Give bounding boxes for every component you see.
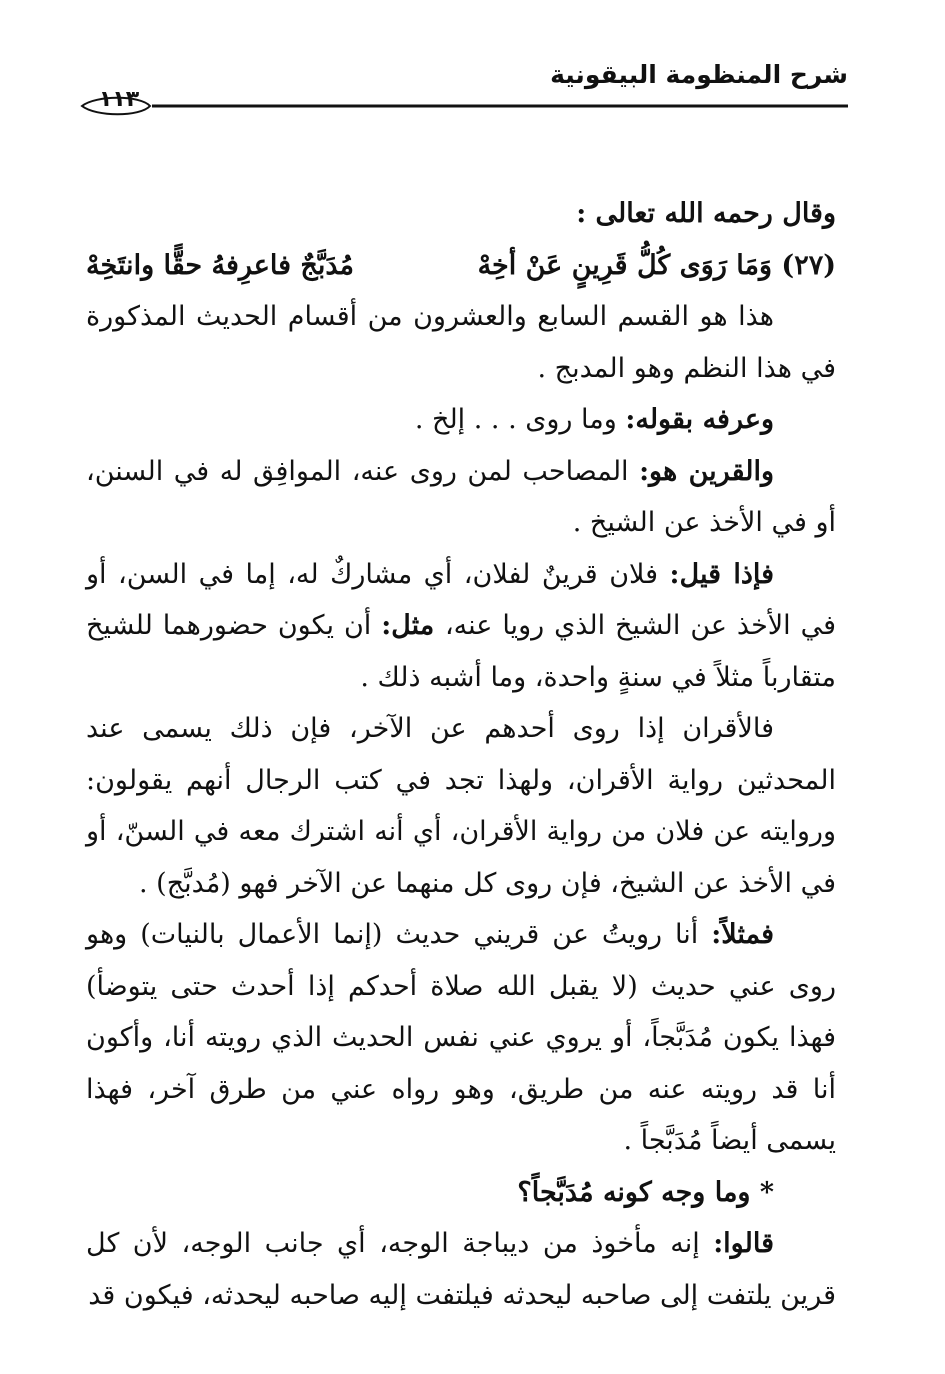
- verse-number: (٢٧): [781, 249, 836, 281]
- paragraph-definition-quote: [86, 394, 836, 446]
- verse-right: [478, 240, 836, 292]
- lead-term: فمثلاً:: [711, 919, 774, 950]
- lead-term: والقرين هو:: [639, 455, 774, 487]
- paragraph-text: أن يكون حضورهما للشيخ متقارباً مثلاً في سنةٍ واحدة، وما أشبه ذلك .: [86, 610, 836, 693]
- lead-term: مثل:: [381, 610, 445, 641]
- lead-term: فإذا قيل:: [669, 558, 774, 590]
- paragraph-answer: [86, 1218, 836, 1321]
- paragraph-example-qarin: [86, 549, 836, 704]
- paragraph-text: إنه مأخوذ من ديباجة الوجه، أي جانب الوجه، لأن كل قرين يلتفت إلى صاحبه ليحدثه فيلتفت إليه صاحبه ليحدثه، فيكون قد: [86, 1228, 836, 1311]
- lead-term: وعرفه بقوله:: [625, 404, 774, 435]
- verse-first-hemistich: وَمَا رَوَى كُلُّ قَرِينٍ عَنْ أخِهْ: [477, 249, 773, 281]
- header-rule: [78, 94, 848, 118]
- paragraph-definition: هذا هو القسم السابع والعشرون من أقسام الحديث المذكورة في هذا النظم وهو المدبج .: [86, 301, 836, 384]
- page-body: [86, 188, 836, 1321]
- lead-term: قالوا:: [713, 1228, 774, 1259]
- paragraph-qarin: [86, 446, 836, 549]
- page-header: [78, 56, 848, 126]
- verse-line: [86, 240, 836, 292]
- question-heading: * وما وجه كونه مُدَبَّجاً؟: [517, 1176, 774, 1208]
- running-title: شرح المنظومة البيقونية: [550, 60, 848, 89]
- paragraph-example: [86, 909, 836, 1167]
- paragraph-text: وما روى . . . إلخ .: [414, 404, 626, 435]
- paragraph-aqran: فالأقران إذا روى أحدهم عن الآخر، فإن ذلك يسمى عند المحدثين رواية الأقران، ولهذا تجد في كتب الرجال أنهم يقولون: وروايته عن فلان من رواية الأقران، أي أنه اشترك معه في السنّ، أو في الأخذ عن الشيخ، فإن روى كل منهما عن الآخر فهو (مُدبَّج) .: [86, 713, 836, 899]
- verse-second-hemistich: مُدَبَّجٌ فاعرِفهُ حقًّا وانتَخِهْ: [86, 249, 354, 281]
- paragraph-text: المصاحب لمن روى عنه، الموافِق له في السنن، أو في الأخذ عن الشيخ .: [86, 455, 836, 538]
- paragraph-text: فلان قرينٌ لفلان، أي مشاركٌ له، إما في السن، أو في الأخذ عن الشيخ الذي رويا عنه،: [86, 558, 836, 641]
- page-number: ١١٣: [98, 87, 140, 112]
- paragraph-text: أنا رويتُ عن قريني حديث (إنما الأعمال بالنيات) وهو روى عني حديث (لا يقبل الله صلاة أحدكم إذا أحدث حتى يتوضأ) فهذا يكون مُدَبَّجاً، أو يروي عني نفس الحديث الذي رويته أنا، وأكون أنا قد رويته عنه من طريق، وهو رواه عني من طرق آخر، فهذا يسمى أيضاً مُدَبَّجاً .: [86, 919, 836, 1156]
- verse-intro: وقال رحمه الله تعالى :: [576, 198, 836, 229]
